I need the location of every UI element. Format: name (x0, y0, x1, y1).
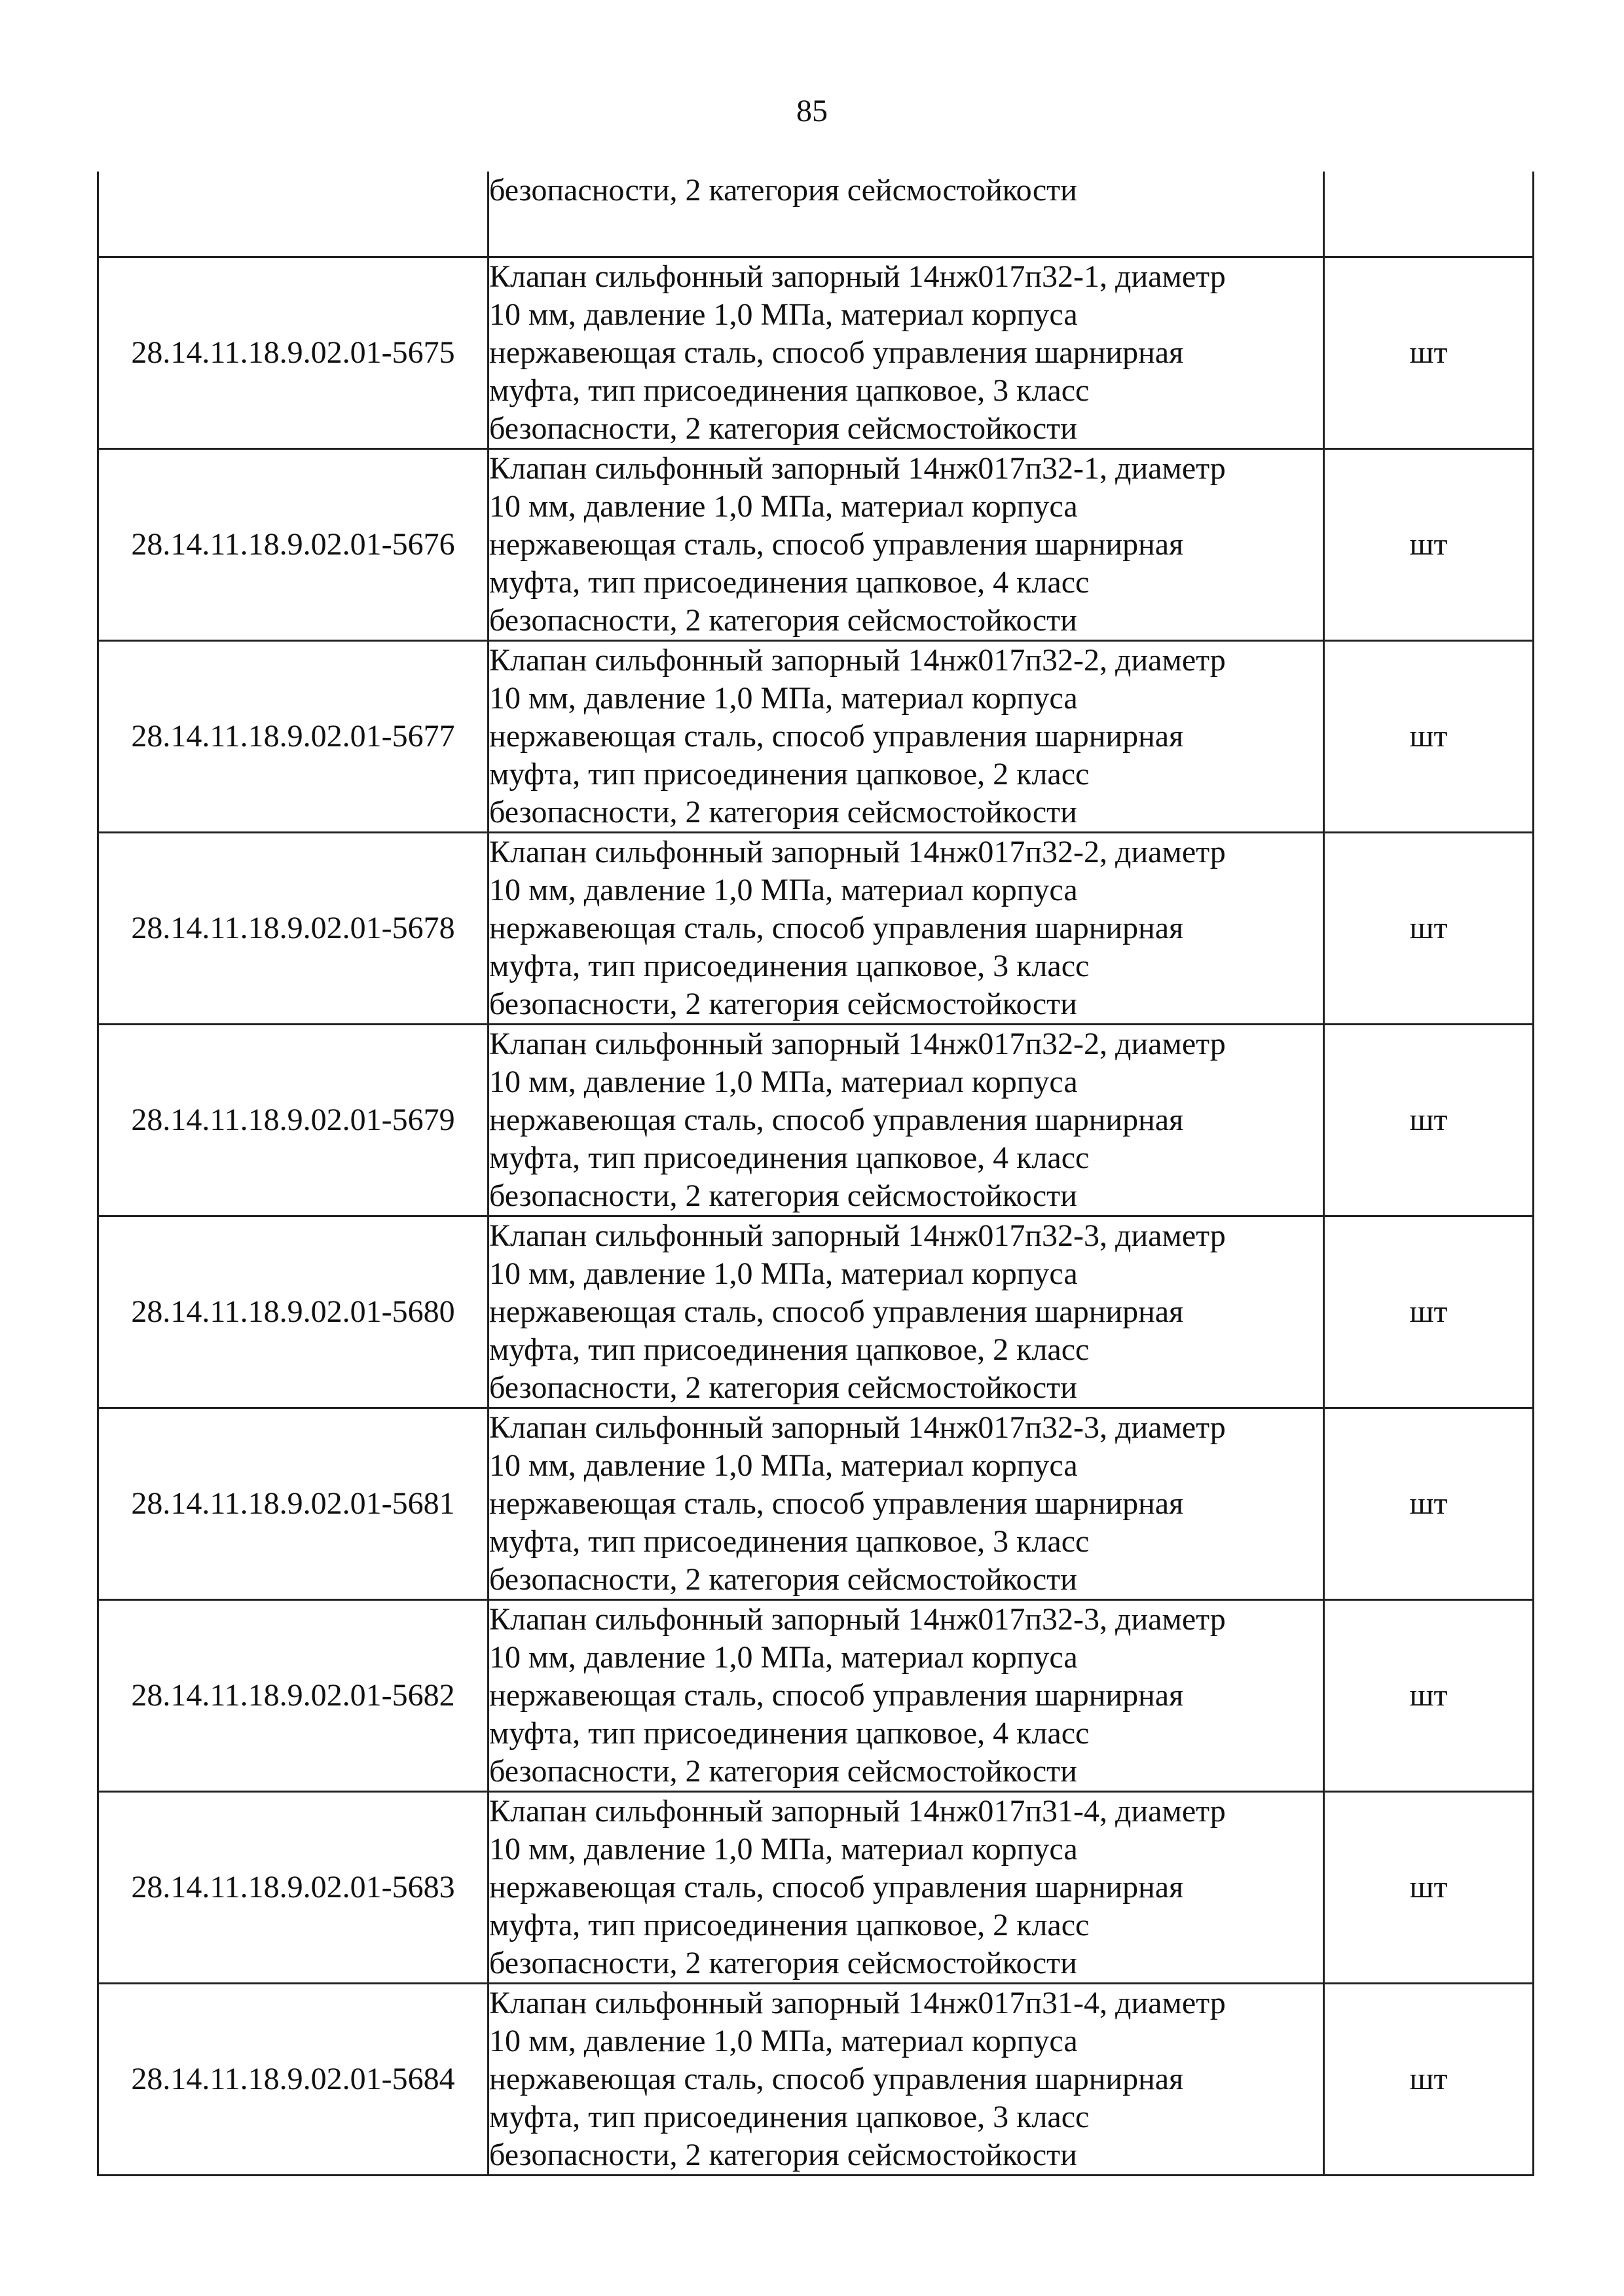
description-line: нержавеющая сталь, способ управления шарнирная (489, 1102, 1184, 1137)
item-unit: шт (1324, 257, 1534, 448)
description-line: муфта, тип присоединения цапковое, 3 класс (489, 948, 1090, 983)
description-line: муфта, тип присоединения цапковое, 3 класс (489, 1523, 1090, 1559)
description-line: нержавеющая сталь, способ управления шарнирная (489, 1485, 1184, 1521)
item-code: 28.14.11.18.9.02.01-5680 (98, 1216, 489, 1408)
price-table (97, 172, 1534, 2176)
description-line: Клапан сильфонный запорный 14нж017п32-2, диаметр (489, 834, 1226, 869)
page-number: 85 (796, 94, 828, 128)
description-line: Клапан сильфонный запорный 14нж017п32-1, диаметр (489, 259, 1226, 294)
description-line: 10 мм, давление 1,0 МПа, материал корпуса (489, 1831, 1078, 1867)
item-description (489, 640, 1324, 832)
description-line: муфта, тип присоединения цапковое, 4 класс (489, 1715, 1090, 1751)
description-line: безопасности, 2 категория сейсмостойкости (489, 794, 1077, 829)
table-row (98, 1408, 1534, 1599)
table-row (98, 1216, 1534, 1408)
description-line: 10 мм, давление 1,0 МПа, материал корпуса (489, 1256, 1078, 1291)
continuation-code-cell (98, 172, 489, 257)
item-description (489, 1599, 1324, 1791)
item-unit: шт (1324, 1599, 1534, 1791)
description-line: безопасности, 2 категория сейсмостойкости (489, 1178, 1077, 1213)
table-row (98, 832, 1534, 1024)
item-description (489, 448, 1324, 640)
description-line: безопасности, 2 категория сейсмостойкости (489, 1561, 1077, 1597)
description-line: 10 мм, давление 1,0 МПа, материал корпуса (489, 1639, 1078, 1675)
item-description (489, 832, 1324, 1024)
item-code: 28.14.11.18.9.02.01-5675 (98, 257, 489, 448)
item-unit: шт (1324, 448, 1534, 640)
description-line: безопасности, 2 категория сейсмостойкости (489, 1945, 1077, 1980)
item-description (489, 1216, 1324, 1408)
item-unit: шт (1324, 1408, 1534, 1599)
item-code: 28.14.11.18.9.02.01-5679 (98, 1024, 489, 1216)
description-line: безопасности, 2 категория сейсмостойкости (489, 986, 1077, 1021)
description-line: нержавеющая сталь, способ управления шарнирная (489, 910, 1184, 945)
item-unit: шт (1324, 1791, 1534, 1983)
item-description (489, 1791, 1324, 1983)
description-line: 10 мм, давление 1,0 МПа, материал корпуса (489, 1448, 1078, 1483)
table-row (98, 1599, 1534, 1791)
description-line: безопасности, 2 категория сейсмостойкости (489, 1370, 1077, 1405)
item-unit: шт (1324, 640, 1534, 832)
description-line: Клапан сильфонный запорный 14нж017п32-2, диаметр (489, 1026, 1226, 1061)
item-code: 28.14.11.18.9.02.01-5676 (98, 448, 489, 640)
description-line: Клапан сильфонный запорный 14нж017п31-4, диаметр (489, 1985, 1226, 2020)
description-line: нержавеющая сталь, способ управления шарнирная (489, 1294, 1184, 1329)
description-line: Клапан сильфонный запорный 14нж017п32-3, диаметр (489, 1601, 1226, 1637)
description-line: безопасности, 2 категория сейсмостойкости (489, 602, 1077, 638)
item-code: 28.14.11.18.9.02.01-5681 (98, 1408, 489, 1599)
description-line: нержавеющая сталь, способ управления шарнирная (489, 2061, 1184, 2096)
item-unit: шт (1324, 1216, 1534, 1408)
description-line: 10 мм, давление 1,0 МПа, материал корпуса (489, 1064, 1078, 1099)
continuation-unit-cell (1324, 172, 1534, 257)
table-row (98, 448, 1534, 640)
description-line: муфта, тип присоединения цапковое, 3 класс (489, 2099, 1090, 2134)
continuation-description-cell (489, 172, 1324, 257)
item-unit: шт (1324, 1983, 1534, 2175)
description-line: 10 мм, давление 1,0 МПа, материал корпуса (489, 488, 1078, 524)
item-code: 28.14.11.18.9.02.01-5682 (98, 1599, 489, 1791)
description-line: Клапан сильфонный запорный 14нж017п32-2, диаметр (489, 642, 1226, 678)
description-line: муфта, тип присоединения цапковое, 2 класс (489, 1907, 1090, 1942)
description-line: муфта, тип присоединения цапковое, 2 класс (489, 756, 1090, 792)
description-line: нержавеющая сталь, способ управления шарнирная (489, 1677, 1184, 1713)
item-code: 28.14.11.18.9.02.01-5677 (98, 640, 489, 832)
item-code: 28.14.11.18.9.02.01-5684 (98, 1983, 489, 2175)
table-row (98, 640, 1534, 832)
description-line: муфта, тип присоединения цапковое, 4 класс (489, 564, 1090, 600)
table-row (98, 257, 1534, 448)
table-row (98, 1791, 1534, 1983)
description-line: Клапан сильфонный запорный 14нж017п32-1, диаметр (489, 450, 1226, 486)
description-line: Клапан сильфонный запорный 14нж017п31-4, диаметр (489, 1793, 1226, 1829)
table-row (98, 1983, 1534, 2175)
item-unit: шт (1324, 1024, 1534, 1216)
description-line: нержавеющая сталь, способ управления шарнирная (489, 718, 1184, 754)
description-line: нержавеющая сталь, способ управления шарнирная (489, 526, 1184, 562)
item-unit: шт (1324, 832, 1534, 1024)
description-line: безопасности, 2 категория сейсмостойкости (489, 410, 1077, 446)
description-line: муфта, тип присоединения цапковое, 2 класс (489, 1332, 1090, 1367)
description-line: Клапан сильфонный запорный 14нж017п32-3, диаметр (489, 1410, 1226, 1445)
item-code: 28.14.11.18.9.02.01-5678 (98, 832, 489, 1024)
table-row (98, 1024, 1534, 1216)
description-line: муфта, тип присоединения цапковое, 3 класс (489, 373, 1090, 408)
item-description (489, 257, 1324, 448)
description-line: нержавеющая сталь, способ управления шарнирная (489, 335, 1184, 370)
description-line: нержавеющая сталь, способ управления шарнирная (489, 1869, 1184, 1904)
item-description (489, 1408, 1324, 1599)
item-code: 28.14.11.18.9.02.01-5683 (98, 1791, 489, 1983)
description-line: муфта, тип присоединения цапковое, 4 класс (489, 1140, 1090, 1175)
description-line: 10 мм, давление 1,0 МПа, материал корпуса (489, 297, 1078, 332)
table-body (98, 172, 1534, 2175)
description-line: безопасности, 2 категория сейсмостойкости (489, 1753, 1077, 1789)
description-line: Клапан сильфонный запорный 14нж017п32-3, диаметр (489, 1218, 1226, 1253)
item-description (489, 1024, 1324, 1216)
description-line: 10 мм, давление 1,0 МПа, материал корпуса (489, 680, 1078, 716)
description-line: безопасности, 2 категория сейсмостойкости (489, 2137, 1077, 2172)
continuation-row (98, 172, 1534, 257)
description-line: 10 мм, давление 1,0 МПа, материал корпуса (489, 2023, 1078, 2058)
description-line: безопасности, 2 категория сейсмостойкости (489, 173, 1077, 208)
description-line: 10 мм, давление 1,0 МПа, материал корпуса (489, 872, 1078, 907)
item-description (489, 1983, 1324, 2175)
